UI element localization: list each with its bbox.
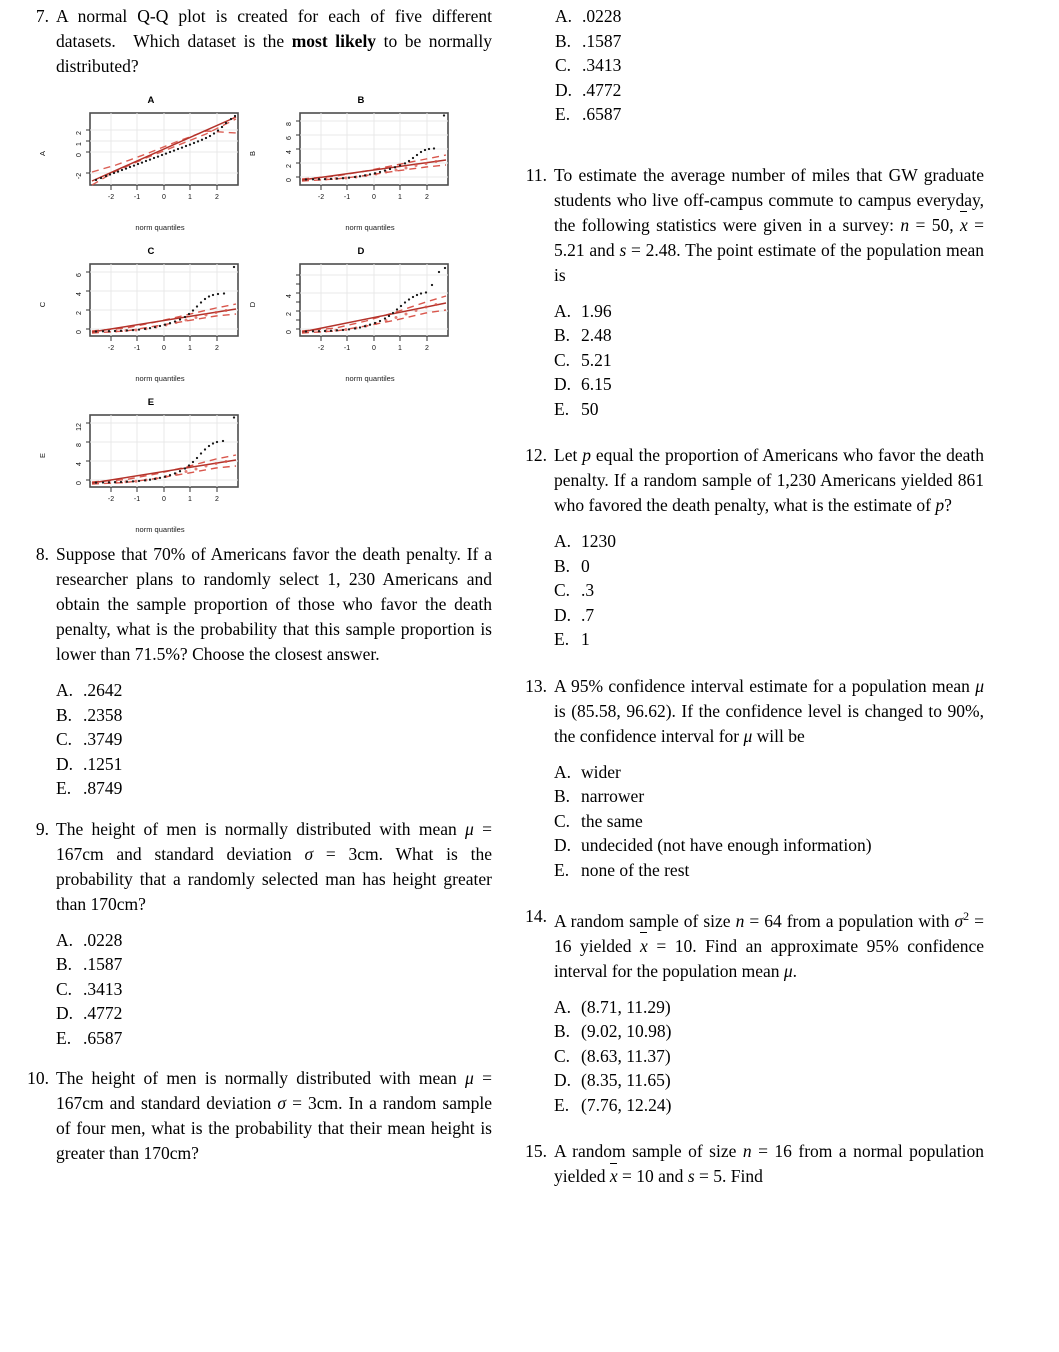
svg-text:2: 2 xyxy=(425,345,429,352)
choice-item[interactable] xyxy=(554,1068,984,1093)
svg-text:6: 6 xyxy=(286,136,293,140)
svg-text:4: 4 xyxy=(286,294,293,298)
choice-value: undecided (not have enough information) xyxy=(581,835,872,855)
question-9-number: 9. xyxy=(35,818,49,839)
choice-label: E. xyxy=(554,629,570,649)
choice-value: 1.96 xyxy=(581,300,612,321)
choice-label: D. xyxy=(554,604,572,625)
choice-label: D. xyxy=(554,374,572,394)
choice-label: C. xyxy=(554,810,571,831)
choice-value: 2.48 xyxy=(581,325,612,345)
question-14-choices xyxy=(554,995,984,1118)
choice-label: E. xyxy=(554,859,570,880)
choice-label: E. xyxy=(56,778,72,798)
choice-item[interactable] xyxy=(56,752,492,777)
question-11-text: To estimate the average number of miles that GW graduate students who live off-campus commute to campus everyday, the following statistics were given in a survey: n = 50, x = 5.21 and s = 2.48. The point estimate of the population mean is xyxy=(554,164,984,285)
choice-value: 0 xyxy=(581,555,590,576)
choice-label: A. xyxy=(554,300,572,321)
svg-text:0: 0 xyxy=(286,178,293,182)
svg-text:2: 2 xyxy=(215,496,219,503)
svg-text:-1: -1 xyxy=(343,194,351,201)
choice-value: .6587 xyxy=(582,104,622,124)
svg-text:1: 1 xyxy=(188,496,192,503)
choice-item[interactable] xyxy=(554,372,984,397)
choice-value: .2358 xyxy=(83,704,123,725)
question-14 xyxy=(516,904,984,1117)
choice-value: .3413 xyxy=(83,978,123,999)
choice-value: .0228 xyxy=(582,6,622,26)
qq-plot-c-title: C xyxy=(147,246,155,257)
svg-text:1: 1 xyxy=(398,345,402,352)
svg-text:1: 1 xyxy=(398,194,402,201)
choice-label: A. xyxy=(56,929,74,950)
question-11-choices xyxy=(554,299,984,422)
question-8-text: Suppose that 70% of Americans favor the death penalty. If a researcher plans to randomly select 1, 230 Americans and obtain the sample proportion of those who favor the death penalty, what is the probability that this sample proportion is lower than 71.5%? Choose the closest answer. xyxy=(56,544,492,664)
qq-plot-b-title: B xyxy=(357,95,365,106)
question-8 xyxy=(24,542,492,801)
choice-value: .7 xyxy=(581,604,595,625)
choice-value: .4772 xyxy=(582,79,622,100)
qq-plot-c xyxy=(38,246,256,383)
choice-label: E. xyxy=(555,104,571,124)
choice-item[interactable] xyxy=(554,323,984,348)
choice-item[interactable] xyxy=(554,348,984,373)
qq-plot-row-2 xyxy=(24,246,492,383)
question-11 xyxy=(516,163,984,422)
choice-label: E. xyxy=(554,398,570,419)
svg-text:6: 6 xyxy=(76,273,83,277)
choice-item[interactable] xyxy=(554,784,984,809)
choice-value: (8.71, 11.29) xyxy=(581,996,671,1017)
question-7-number: 7. xyxy=(35,6,49,26)
svg-text:0: 0 xyxy=(372,194,376,201)
svg-text:4: 4 xyxy=(76,462,83,466)
question-12-number: 12. xyxy=(525,445,547,465)
choice-value: (8.35, 11.65) xyxy=(581,1070,671,1091)
svg-text:1: 1 xyxy=(188,194,192,201)
choice-label: D. xyxy=(554,1070,572,1091)
qq-plot-a xyxy=(38,95,256,232)
choice-item[interactable] xyxy=(554,1093,984,1118)
question-9-choices xyxy=(56,928,492,1051)
svg-text:0: 0 xyxy=(162,194,166,201)
choice-value: .8749 xyxy=(83,778,123,798)
svg-text:2: 2 xyxy=(76,311,83,315)
qq-plot-c-xlabel: norm quantiles xyxy=(135,374,185,383)
choice-item[interactable] xyxy=(554,578,984,603)
qq-plot-figure-group xyxy=(24,95,492,534)
question-12-choices xyxy=(554,529,984,652)
choice-item[interactable] xyxy=(56,1001,492,1026)
choice-label: A. xyxy=(56,680,74,700)
choice-value: 6.15 xyxy=(581,374,612,394)
right-column xyxy=(516,4,984,1205)
choice-label: C. xyxy=(554,580,571,600)
choice-item[interactable] xyxy=(554,760,984,785)
choice-item[interactable] xyxy=(56,977,492,1002)
svg-text:-2: -2 xyxy=(317,345,325,352)
qq-plot-e-title: E xyxy=(147,397,155,408)
choice-item[interactable] xyxy=(554,554,984,579)
choice-label: B. xyxy=(554,786,571,806)
choice-item[interactable] xyxy=(554,833,984,858)
choice-item[interactable] xyxy=(554,809,984,834)
question-14-text: A random sample of size n = 64 from a population with $\sigma^2 = 16$ yielded x = 10. Find an approximate 95% confidence interval for the population mean μ. xyxy=(554,909,985,981)
choice-label: B. xyxy=(555,30,572,51)
qq-plot-c-svg xyxy=(46,260,246,372)
choice-item[interactable] xyxy=(555,53,984,78)
choice-label: A. xyxy=(555,6,573,26)
choice-value: .0228 xyxy=(83,929,123,950)
svg-text:2: 2 xyxy=(286,164,293,168)
question-9-text: The height of men is normally distributed with mean μ = 167cm and standard deviation σ = 3cm. What is the probability that a randomly selected man has height greater than 170cm? xyxy=(56,818,492,914)
qq-plot-e-ylabel: E xyxy=(38,452,48,459)
question-11-number: 11. xyxy=(525,164,547,185)
choice-label: A. xyxy=(554,996,572,1017)
choice-label: B. xyxy=(56,704,73,725)
svg-text:0: 0 xyxy=(162,496,166,503)
choice-label: C. xyxy=(554,349,571,370)
svg-text:1: 1 xyxy=(188,345,192,352)
svg-text:12: 12 xyxy=(76,423,83,431)
left-column xyxy=(24,4,492,1182)
svg-text:-2: -2 xyxy=(317,194,325,201)
choice-label: D. xyxy=(554,835,572,855)
svg-text:4: 4 xyxy=(76,292,83,296)
question-8-choices xyxy=(56,678,492,801)
choice-item[interactable] xyxy=(554,529,984,554)
svg-text:-1: -1 xyxy=(133,496,141,503)
qq-plot-e-svg xyxy=(46,411,246,523)
choice-value: (8.63, 11.37) xyxy=(581,1045,671,1066)
choice-value: .1587 xyxy=(83,954,123,974)
choice-value: .3749 xyxy=(83,729,123,749)
qq-plot-e xyxy=(38,397,256,534)
svg-text:0: 0 xyxy=(76,481,83,485)
qq-plot-d-title: D xyxy=(357,246,365,257)
svg-text:-1: -1 xyxy=(133,194,141,201)
question-12-text: Let p equal the proportion of Americans who favor the death penalty. If a random sample of 1,230 Americans yielded 861 who favored the death penalty, what is the estimate of p? xyxy=(554,445,985,515)
qq-plot-row-3 xyxy=(24,397,492,534)
svg-text:0: 0 xyxy=(162,345,166,352)
svg-text:2: 2 xyxy=(425,194,429,201)
question-13-text: A 95% confidence interval estimate for a population mean μ is (85.58, 96.62). If the confidence level is changed to 90%, the confidence interval for μ will be xyxy=(554,675,984,746)
choice-label: E. xyxy=(554,1094,570,1115)
qq-plot-b-svg xyxy=(256,109,456,221)
question-7 xyxy=(24,4,492,79)
qq-plot-a-svg xyxy=(46,109,246,221)
choice-value: .1251 xyxy=(83,753,123,774)
question-13 xyxy=(516,674,984,883)
qq-plot-c-ylabel: C xyxy=(38,301,48,308)
choice-item[interactable] xyxy=(554,1019,984,1044)
svg-text:-2: -2 xyxy=(76,172,83,180)
choice-item[interactable] xyxy=(554,299,984,324)
choice-value: .4772 xyxy=(83,1003,123,1023)
question-15 xyxy=(516,1139,984,1189)
question-13-choices xyxy=(554,760,984,883)
choice-value: 1 xyxy=(581,629,590,649)
choice-item[interactable] xyxy=(56,952,492,977)
svg-text:8: 8 xyxy=(76,443,83,447)
svg-text:2: 2 xyxy=(76,131,83,135)
choice-label: B. xyxy=(554,325,571,345)
svg-text:-2: -2 xyxy=(107,194,115,201)
qq-plot-b-ylabel: B xyxy=(248,150,258,157)
question-10 xyxy=(24,1066,492,1166)
choice-value: 1230 xyxy=(581,531,616,551)
svg-text:-1: -1 xyxy=(133,345,141,352)
question-7-emphasis: most likely xyxy=(291,31,377,51)
choice-item[interactable] xyxy=(56,727,492,752)
question-9 xyxy=(24,817,492,1051)
choice-item[interactable] xyxy=(56,703,492,728)
qq-plot-a-ylabel: A xyxy=(38,150,48,157)
svg-text:0: 0 xyxy=(372,345,376,352)
choice-label: A. xyxy=(554,531,572,551)
choice-label: B. xyxy=(554,1021,571,1042)
choice-label: C. xyxy=(56,729,73,749)
question-7-text-part-c: to be normally distributed? xyxy=(56,31,492,76)
choice-item[interactable] xyxy=(554,397,984,422)
choice-label: D. xyxy=(56,753,74,774)
choice-value: .1587 xyxy=(582,30,622,51)
choice-label: E. xyxy=(56,1027,72,1048)
choice-item[interactable] xyxy=(554,858,984,883)
choice-label: C. xyxy=(554,1045,571,1066)
question-12 xyxy=(516,443,984,652)
question-15-text: A random sample of size n = 16 from a normal population yielded x = 10 and s = 5. Find xyxy=(554,1139,984,1189)
qq-plot-d-xlabel: norm quantiles xyxy=(345,374,395,383)
choice-item[interactable] xyxy=(555,78,984,103)
choice-value: (9.02, 10.98) xyxy=(581,1021,672,1042)
svg-text:-2: -2 xyxy=(107,345,115,352)
svg-text:1: 1 xyxy=(76,142,83,146)
choice-item[interactable] xyxy=(555,102,984,127)
svg-text:2: 2 xyxy=(215,194,219,201)
choice-label: D. xyxy=(56,1003,74,1023)
choice-value: .6587 xyxy=(83,1027,123,1048)
qq-plot-e-xlabel: norm quantiles xyxy=(135,525,185,534)
qq-plot-a-title: A xyxy=(147,95,155,106)
svg-text:4: 4 xyxy=(286,150,293,154)
choice-label: A. xyxy=(554,761,572,782)
qq-plot-d-svg xyxy=(256,260,456,372)
svg-text:8: 8 xyxy=(286,122,293,126)
choice-item[interactable] xyxy=(555,4,984,29)
question-10-text: The height of men is normally distributed with mean μ = 167cm and standard deviation σ = 3cm. In a random sample of four men, what is the probability that their mean height is greater than 170cm? xyxy=(56,1068,492,1163)
choice-item[interactable] xyxy=(56,776,492,801)
choice-item[interactable] xyxy=(555,29,984,54)
choice-item[interactable] xyxy=(554,603,984,628)
choice-value: (7.76, 12.24) xyxy=(581,1094,672,1115)
question-14-number: 14. xyxy=(525,906,547,926)
choice-value: the same xyxy=(581,810,643,831)
choice-label: B. xyxy=(56,954,73,974)
choice-value: .2642 xyxy=(83,680,123,700)
svg-text:0: 0 xyxy=(76,153,83,157)
qq-plot-d-ylabel: D xyxy=(248,301,258,308)
qq-plot-b-xlabel: norm quantiles xyxy=(345,223,395,232)
question-7-text xyxy=(56,4,492,79)
svg-text:-2: -2 xyxy=(107,496,115,503)
qq-plot-b xyxy=(248,95,466,232)
qq-plot-row-1 xyxy=(24,95,492,232)
choice-label: C. xyxy=(56,978,73,999)
question-7-text-part-a: A normal Q-Q plot is created for each of five different datasets. Which dataset is the xyxy=(56,6,492,51)
question-10-number: 10. xyxy=(27,1068,49,1088)
choice-value: .3413 xyxy=(582,55,622,75)
question-15-number: 15. xyxy=(525,1141,547,1162)
two-column-layout xyxy=(24,4,1035,1205)
choice-value: narrower xyxy=(581,786,645,806)
choice-item[interactable] xyxy=(554,627,984,652)
qq-plot-d xyxy=(248,246,466,383)
choice-label: B. xyxy=(554,555,571,576)
qq-plot-a-xlabel: norm quantiles xyxy=(135,223,185,232)
continued-choices xyxy=(555,4,984,127)
choice-label: C. xyxy=(555,55,572,75)
choice-value: wider xyxy=(581,761,621,782)
choice-item[interactable] xyxy=(56,678,492,703)
choice-value: 50 xyxy=(581,398,599,419)
choice-value: .3 xyxy=(581,580,595,600)
choice-item[interactable] xyxy=(554,995,984,1020)
choice-value: none of the rest xyxy=(581,859,690,880)
choice-label: D. xyxy=(555,79,573,100)
svg-text:2: 2 xyxy=(286,312,293,316)
question-8-number: 8. xyxy=(35,544,49,564)
question-13-number: 13. xyxy=(525,675,547,696)
choice-value: 5.21 xyxy=(581,349,612,370)
svg-text:2: 2 xyxy=(215,345,219,352)
choice-item[interactable] xyxy=(56,1026,492,1051)
choice-item[interactable] xyxy=(56,928,492,953)
choice-item[interactable] xyxy=(554,1044,984,1069)
svg-text:0: 0 xyxy=(286,330,293,334)
svg-text:0: 0 xyxy=(76,330,83,334)
svg-text:-1: -1 xyxy=(343,345,351,352)
